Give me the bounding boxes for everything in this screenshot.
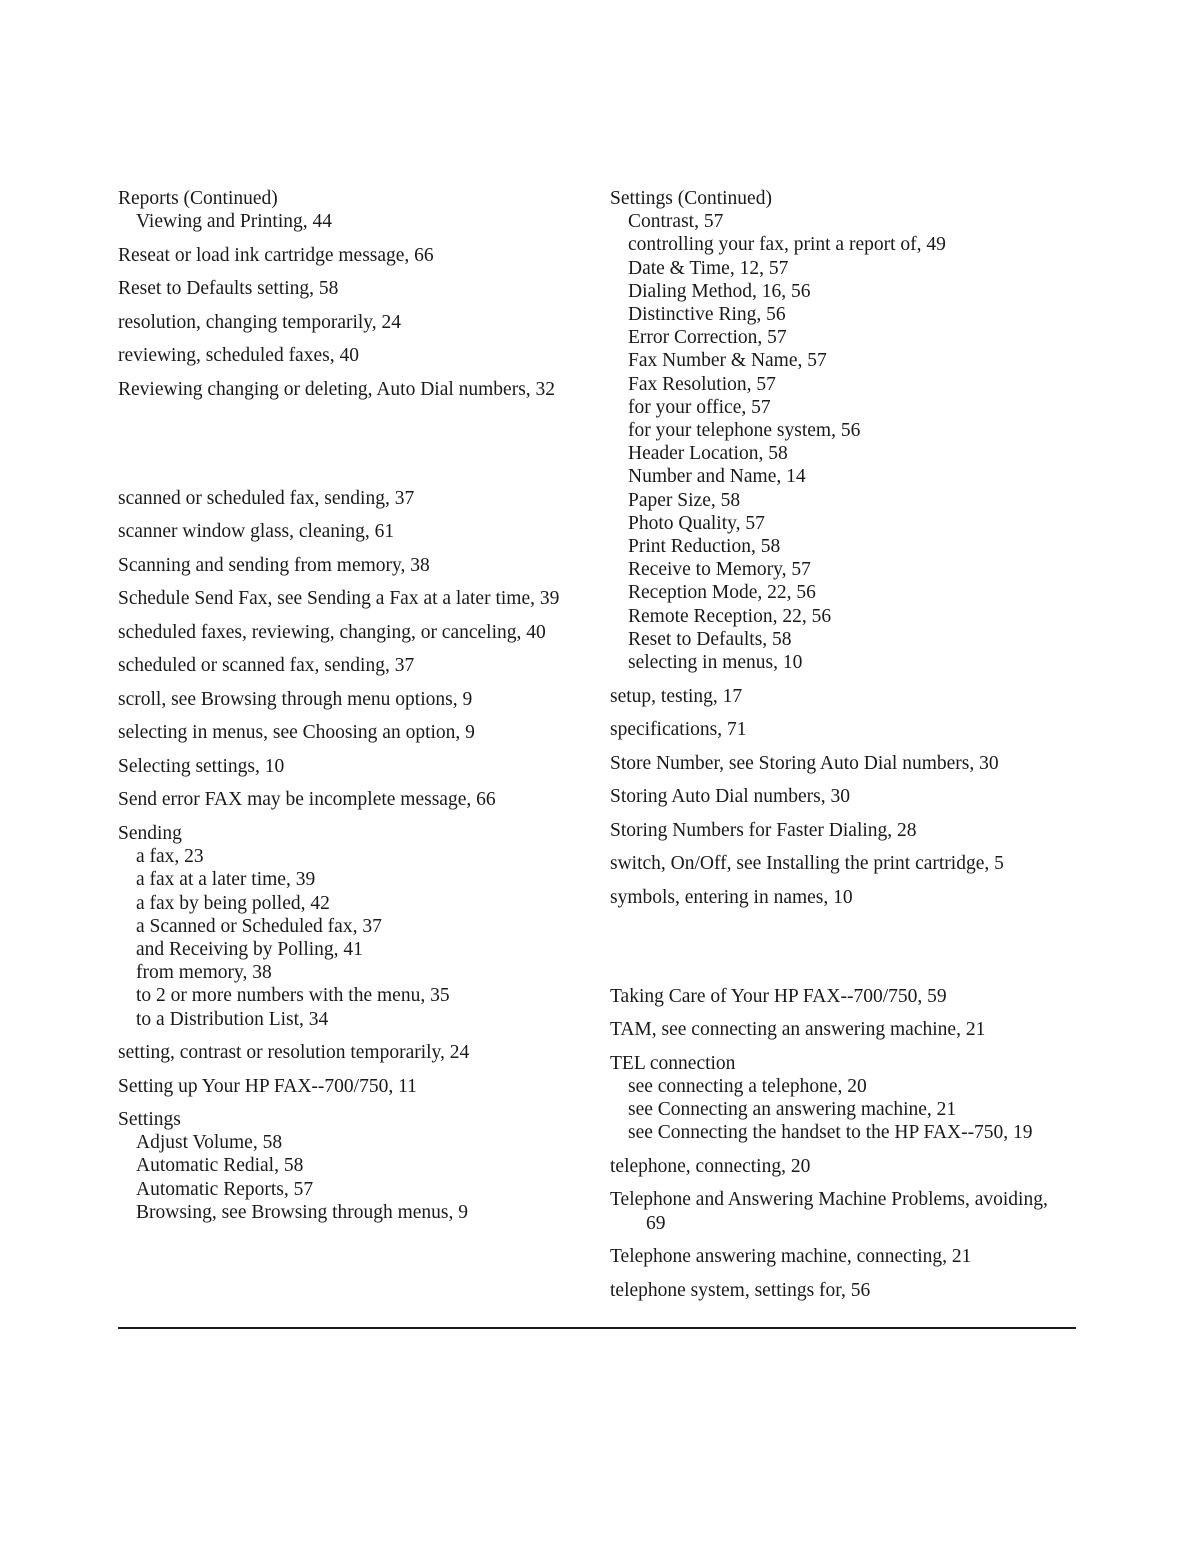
index-subterm: Contrast, 57 — [628, 211, 724, 233]
index-entry — [118, 587, 568, 610]
index-subterm: Reset to Defaults, 58 — [628, 628, 792, 650]
index-term: telephone, connecting, 20 — [610, 1155, 811, 1177]
index-entry — [610, 1052, 1070, 1145]
index-subterm: Header Location, 58 — [628, 443, 788, 465]
index-subterm: Reception Mode, 22, 56 — [628, 582, 816, 604]
index-subterm: Print Reduction, 58 — [628, 536, 781, 558]
index-entry — [118, 822, 568, 1031]
index-term: selecting in menus, see Choosing an option, 9 — [118, 722, 475, 744]
index-term: scheduled faxes, reviewing, changing, or canceling, 40 — [118, 621, 546, 643]
index-entry — [610, 718, 1070, 741]
index-term: scanned or scheduled fax, sending, 37 — [118, 487, 415, 509]
index-subterm: Error Correction, 57 — [628, 327, 787, 349]
index-term: Reports (Continued) — [118, 188, 278, 209]
index-term: Storing Auto Dial numbers, 30 — [610, 786, 850, 808]
index-term: Store Number, see Storing Auto Dial numbers, 30 — [610, 752, 999, 774]
index-subterm: Automatic Reports, 57 — [136, 1178, 314, 1200]
index-term: Selecting settings, 10 — [118, 755, 285, 777]
index-term: TEL connection — [610, 1052, 736, 1074]
index-column-left — [118, 187, 568, 1224]
index-entry — [118, 311, 568, 334]
index-entry — [118, 688, 568, 711]
index-entry — [610, 1155, 1070, 1178]
index-term: Settings — [118, 1109, 181, 1131]
index-letter-group — [610, 985, 1070, 1302]
index-term: Reset to Defaults setting, 58 — [118, 278, 339, 300]
index-subterm: see Connecting the handset to the HP FAX--750, 19 — [628, 1122, 1033, 1144]
index-subterm: Receive to Memory, 57 — [628, 559, 811, 581]
index-subterm: Photo Quality, 57 — [628, 512, 765, 534]
index-entry — [118, 378, 568, 401]
index-entry — [118, 244, 568, 267]
index-entry — [610, 985, 1070, 1008]
index-entry — [610, 1245, 1070, 1268]
index-subterm: Automatic Redial, 58 — [136, 1155, 304, 1177]
index-term: Scanning and sending from memory, 38 — [118, 554, 430, 576]
index-subterm: from memory, 38 — [136, 962, 272, 984]
index-letter-group — [118, 187, 568, 401]
index-term: Telephone and Answering Machine Problems, avoiding, 69 — [610, 1189, 1048, 1234]
index-entry — [118, 621, 568, 644]
index-entry — [118, 187, 568, 233]
index-letter-group — [118, 487, 568, 1224]
index-term: reviewing, scheduled faxes, 40 — [118, 345, 359, 367]
index-subterm: Adjust Volume, 58 — [136, 1132, 283, 1154]
index-entry — [118, 721, 568, 744]
index-column-right — [610, 187, 1070, 1302]
index-entry — [118, 1075, 568, 1098]
index-subterm: for your office, 57 — [628, 396, 771, 418]
index-entry — [118, 654, 568, 677]
index-term: symbols, entering in names, 10 — [610, 886, 853, 908]
index-term: Send error FAX may be incomplete message, 66 — [118, 789, 496, 811]
index-entry — [118, 487, 568, 510]
index-subterm: see connecting a telephone, 20 — [628, 1075, 867, 1097]
footer-rule — [118, 1327, 1076, 1329]
index-term: resolution, changing temporarily, 24 — [118, 311, 402, 333]
index-entry — [610, 1279, 1070, 1302]
index-entry — [610, 886, 1070, 909]
index-subterm: to a Distribution List, 34 — [136, 1008, 329, 1030]
index-term: telephone system, settings for, 56 — [610, 1279, 871, 1301]
index-term: Reviewing changing or deleting, Auto Dial numbers, 32 — [118, 378, 556, 400]
index-term: Taking Care of Your HP FAX--700/750, 59 — [610, 985, 947, 1007]
index-entry — [118, 1108, 568, 1224]
index-entry — [610, 1188, 1070, 1234]
index-subterm: to 2 or more numbers with the menu, 35 — [136, 985, 450, 1007]
index-term: specifications, 71 — [610, 719, 747, 741]
index-subterm: selecting in menus, 10 — [628, 652, 803, 674]
index-term: Settings (Continued) — [610, 188, 772, 209]
index-entry — [118, 277, 568, 300]
index-subterm: a fax at a later time, 39 — [136, 869, 316, 891]
index-subterm: Browsing, see Browsing through menus, 9 — [136, 1201, 469, 1223]
index-entry — [118, 788, 568, 811]
index-entry — [118, 1041, 568, 1064]
index-entry — [118, 554, 568, 577]
index-term: Sending — [118, 822, 182, 844]
index-subterm: Fax Resolution, 57 — [628, 373, 776, 395]
index-term: setting, contrast or resolution temporarily, 24 — [118, 1042, 470, 1064]
index-term: Storing Numbers for Faster Dialing, 28 — [610, 819, 917, 841]
index-term: Telephone answering machine, connecting, 21 — [610, 1246, 972, 1268]
index-term: scheduled or scanned fax, sending, 37 — [118, 655, 415, 677]
index-subterm: Number and Name, 14 — [628, 466, 806, 488]
index-entry — [610, 1018, 1070, 1041]
index-term: Setting up Your HP FAX--700/750, 11 — [118, 1075, 417, 1097]
index-entry — [118, 344, 568, 367]
index-subterm: Viewing and Printing, 44 — [136, 211, 332, 233]
index-entry — [118, 520, 568, 543]
index-term: TAM, see connecting an answering machine, 21 — [610, 1019, 986, 1041]
index-subterm: Distinctive Ring, 56 — [628, 304, 786, 326]
index-term: scroll, see Browsing through menu options, 9 — [118, 688, 473, 710]
index-subterm: and Receiving by Polling, 41 — [136, 938, 363, 960]
index-entry — [610, 752, 1070, 775]
index-subterm: Fax Number & Name, 57 — [628, 350, 827, 372]
index-entry — [610, 785, 1070, 808]
index-term: Schedule Send Fax, see Sending a Fax at a later time, 39 — [118, 588, 560, 610]
index-entry — [118, 755, 568, 778]
index-subterm: Date & Time, 12, 57 — [628, 257, 789, 279]
index-term: Reseat or load ink cartridge message, 66 — [118, 244, 434, 266]
index-entry — [610, 852, 1070, 875]
index-term: scanner window glass, cleaning, 61 — [118, 521, 395, 543]
index-entry — [610, 187, 1070, 674]
index-letter-group — [610, 187, 1070, 909]
index-subterm: a fax by being polled, 42 — [136, 892, 330, 914]
index-term: switch, On/Off, see Installing the print cartridge, 5 — [610, 853, 1004, 875]
index-subterm: Dialing Method, 16, 56 — [628, 280, 811, 302]
index-subterm: a Scanned or Scheduled fax, 37 — [136, 915, 382, 937]
index-subterm: a fax, 23 — [136, 846, 204, 868]
index-entry — [610, 819, 1070, 842]
index-subterm: see Connecting an answering machine, 21 — [628, 1099, 957, 1121]
index-subterm: for your telephone system, 56 — [628, 420, 861, 442]
index-entry — [610, 685, 1070, 708]
index-term: setup, testing, 17 — [610, 685, 743, 707]
index-subterm: Paper Size, 58 — [628, 489, 741, 511]
index-subterm: Remote Reception, 22, 56 — [628, 605, 832, 627]
index-subterm: controlling your fax, print a report of, 49 — [628, 234, 946, 256]
